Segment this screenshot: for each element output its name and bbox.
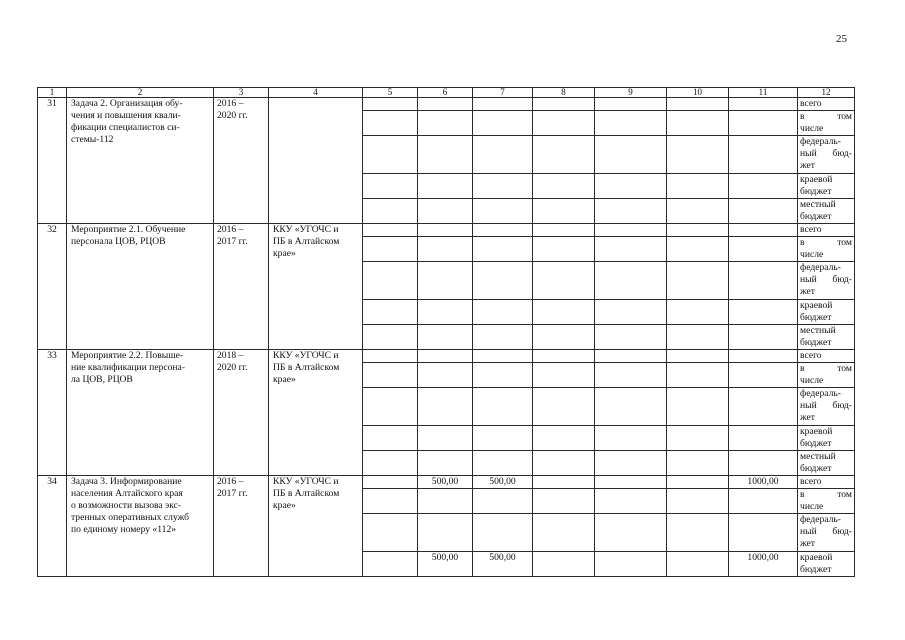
source-in: в (800, 363, 805, 374)
value-cell (533, 111, 595, 136)
value-cell (533, 199, 595, 224)
value-cell (533, 136, 595, 174)
value-cell (533, 426, 595, 451)
value-cell (418, 514, 473, 552)
name-line: тренных оперативных служб (71, 512, 190, 523)
name-line: ние квалификации персона- (71, 362, 186, 373)
value-cell (729, 136, 798, 174)
value-cell (533, 237, 595, 262)
value-cell: 1000,00 (729, 552, 798, 577)
value-cell (595, 350, 667, 363)
funding-source (798, 237, 855, 262)
value-cell (533, 363, 595, 388)
value-cell (667, 98, 729, 111)
value-cell (363, 451, 418, 476)
value-cell (533, 476, 595, 489)
value-cell (595, 514, 667, 552)
source-in: в (800, 237, 805, 248)
value-cell (533, 514, 595, 552)
budget-table (37, 87, 855, 577)
source-number: числе (800, 375, 824, 386)
value-cell (473, 451, 533, 476)
value-cell (595, 451, 667, 476)
source-federal-2a: ный (800, 148, 817, 159)
col-header: 3 (214, 88, 269, 98)
funding-source (798, 111, 855, 136)
value-cell (363, 476, 418, 489)
source-in: в (800, 489, 805, 500)
name-line: персонала ЦОВ, РЦОВ (71, 236, 166, 247)
col-header: 4 (269, 88, 363, 98)
value-cell (595, 111, 667, 136)
source-federal-3: жет (800, 412, 815, 423)
col-header: 7 (473, 88, 533, 98)
source-number: числе (800, 249, 824, 260)
funding-source (798, 350, 855, 363)
value-cell (667, 111, 729, 136)
value-cell (667, 363, 729, 388)
value-cell (363, 514, 418, 552)
source-including: том (837, 111, 852, 122)
name-line: ла ЦОВ, РЦОВ (71, 374, 133, 385)
executor-line: ККУ «УГОЧС и (273, 224, 339, 235)
source-federal-1: федераль- (800, 136, 841, 147)
table-row (38, 350, 855, 363)
funding-source (798, 388, 855, 426)
value-cell (729, 451, 798, 476)
period-line: 2016 – (217, 98, 244, 109)
measure-name (67, 98, 214, 224)
value-cell (729, 363, 798, 388)
source-total: всего (800, 224, 822, 235)
col-header: 6 (418, 88, 473, 98)
value-cell (667, 552, 729, 577)
value-cell (473, 262, 533, 300)
source-including: том (837, 363, 852, 374)
column-numbers-row (38, 88, 855, 98)
table-row (38, 98, 855, 111)
source-federal-1: федераль- (800, 262, 841, 273)
source-number: числе (800, 123, 824, 134)
value-cell (533, 489, 595, 514)
value-cell (418, 300, 473, 325)
value-cell (667, 174, 729, 199)
source-federal-2a: ный (800, 274, 817, 285)
value-cell (729, 262, 798, 300)
value-cell (533, 98, 595, 111)
value-cell (363, 388, 418, 426)
value-cell (729, 388, 798, 426)
value-cell (473, 111, 533, 136)
executor-line: крае» (273, 500, 296, 511)
value-cell (667, 489, 729, 514)
funding-source (798, 325, 855, 350)
value-cell (473, 224, 533, 237)
value-cell (533, 224, 595, 237)
value-cell (473, 350, 533, 363)
value-cell (473, 363, 533, 388)
executor-line: ПБ в Алтайском (273, 362, 340, 373)
value-cell (363, 224, 418, 237)
value-cell (363, 262, 418, 300)
value-cell (595, 224, 667, 237)
row-number: 31 (38, 98, 67, 224)
executor-line: крае» (273, 374, 296, 385)
col-header: 11 (729, 88, 798, 98)
name-line: стемы-112 (71, 134, 114, 145)
value-cell (729, 199, 798, 224)
value-cell (729, 426, 798, 451)
source-regional-1: краевой (800, 426, 833, 437)
value-cell (473, 237, 533, 262)
source-local-1: местный (800, 325, 836, 336)
value-cell (363, 489, 418, 514)
period-line: 2020 гг. (217, 110, 248, 121)
source-local-1: местный (800, 199, 836, 210)
source-local-2: бюджет (800, 463, 832, 474)
funding-source (798, 489, 855, 514)
value-cell (418, 262, 473, 300)
value-cell (729, 489, 798, 514)
value-cell (418, 489, 473, 514)
value-cell (533, 262, 595, 300)
value-cell: 500,00 (473, 476, 533, 489)
value-cell (363, 111, 418, 136)
value-cell (667, 199, 729, 224)
value-cell (595, 262, 667, 300)
value-cell (533, 388, 595, 426)
executor-line: ККУ «УГОЧС и (273, 476, 339, 487)
value-cell (418, 363, 473, 388)
name-line: о возможности вызова экс- (71, 500, 182, 511)
executor (269, 476, 363, 577)
value-cell (473, 388, 533, 426)
value-cell (363, 426, 418, 451)
value-cell (363, 552, 418, 577)
value-cell (418, 136, 473, 174)
value-cell (473, 199, 533, 224)
funding-source (798, 136, 855, 174)
source-federal-2a: ный (800, 400, 817, 411)
funding-source (798, 363, 855, 388)
value-cell (729, 174, 798, 199)
name-line: чения и повышения квали- (71, 110, 181, 121)
value-cell (729, 514, 798, 552)
value-cell (363, 136, 418, 174)
row-number: 34 (38, 476, 67, 577)
funding-source (798, 426, 855, 451)
source-federal-1: федераль- (800, 514, 841, 525)
value-cell (667, 476, 729, 489)
source-local-1: местный (800, 451, 836, 462)
value-cell (418, 174, 473, 199)
value-cell (667, 136, 729, 174)
value-cell (729, 325, 798, 350)
source-federal-3: жет (800, 160, 815, 171)
value-cell (729, 98, 798, 111)
period-line: 2017 гг. (217, 236, 248, 247)
value-cell (363, 199, 418, 224)
row-number: 32 (38, 224, 67, 350)
measure-name (67, 476, 214, 577)
source-federal-3: жет (800, 538, 815, 549)
name-line: Мероприятие 2.1. Обучение (71, 224, 186, 235)
source-local-2: бюджет (800, 337, 832, 348)
value-cell (418, 224, 473, 237)
value-cell (595, 325, 667, 350)
value-cell (595, 174, 667, 199)
value-cell (363, 325, 418, 350)
value-cell (667, 262, 729, 300)
value-cell (473, 325, 533, 350)
measure-name (67, 224, 214, 350)
value-cell (533, 552, 595, 577)
source-federal-2b: бюд- (832, 274, 852, 285)
period-line: 2017 гг. (217, 488, 248, 499)
source-federal-3: жет (800, 286, 815, 297)
value-cell (667, 451, 729, 476)
source-total: всего (800, 98, 822, 109)
period-line: 2018 – (217, 350, 244, 361)
table-row (38, 224, 855, 237)
col-header: 8 (533, 88, 595, 98)
funding-source (798, 552, 855, 577)
source-including: том (837, 489, 852, 500)
value-cell (595, 363, 667, 388)
value-cell (533, 350, 595, 363)
value-cell (667, 300, 729, 325)
value-cell (418, 199, 473, 224)
source-including: том (837, 237, 852, 248)
funding-source (798, 98, 855, 111)
executor (269, 224, 363, 350)
source-federal-2b: бюд- (832, 400, 852, 411)
value-cell (667, 325, 729, 350)
value-cell (667, 224, 729, 237)
page-number: 25 (836, 33, 847, 45)
value-cell (729, 237, 798, 262)
source-regional-1: краевой (800, 174, 833, 185)
name-line: населения Алтайского края (71, 488, 183, 499)
row-number: 33 (38, 350, 67, 476)
value-cell (418, 98, 473, 111)
value-cell (667, 514, 729, 552)
funding-source (798, 300, 855, 325)
value-cell: 1000,00 (729, 476, 798, 489)
value-cell (418, 237, 473, 262)
value-cell (667, 388, 729, 426)
value-cell (595, 388, 667, 426)
executor (269, 350, 363, 476)
period (214, 350, 269, 476)
value-cell (595, 489, 667, 514)
value-cell (595, 98, 667, 111)
value-cell (595, 300, 667, 325)
period-line: 2016 – (217, 476, 244, 487)
value-cell (418, 111, 473, 136)
period (214, 476, 269, 577)
value-cell (363, 350, 418, 363)
source-total: всего (800, 350, 822, 361)
source-regional-1: краевой (800, 552, 833, 563)
value-cell (418, 325, 473, 350)
name-line: по единому номеру «112» (71, 524, 177, 535)
source-federal-2b: бюд- (832, 526, 852, 537)
value-cell: 500,00 (418, 552, 473, 577)
col-header: 2 (67, 88, 214, 98)
value-cell (473, 136, 533, 174)
value-cell (667, 350, 729, 363)
source-in: в (800, 111, 805, 122)
value-cell (418, 350, 473, 363)
source-federal-2a: ный (800, 526, 817, 537)
value-cell (363, 300, 418, 325)
value-cell (667, 237, 729, 262)
executor-line: ККУ «УГОЧС и (273, 350, 339, 361)
executor-line: ПБ в Алтайском (273, 488, 340, 499)
name-line: Задача 2. Организация обу- (71, 98, 183, 109)
value-cell (418, 426, 473, 451)
value-cell (533, 451, 595, 476)
value-cell (533, 325, 595, 350)
value-cell (473, 426, 533, 451)
col-header: 9 (595, 88, 667, 98)
value-cell (473, 98, 533, 111)
source-federal-2b: бюд- (832, 148, 852, 159)
value-cell (595, 237, 667, 262)
name-line: Задача 3. Информирование (71, 476, 182, 487)
funding-source (798, 224, 855, 237)
value-cell (473, 174, 533, 199)
value-cell (533, 174, 595, 199)
value-cell (595, 136, 667, 174)
value-cell (363, 237, 418, 262)
value-cell: 500,00 (473, 552, 533, 577)
executor (269, 98, 363, 224)
funding-source (798, 476, 855, 489)
value-cell (473, 514, 533, 552)
value-cell (363, 363, 418, 388)
period (214, 98, 269, 224)
value-cell (729, 111, 798, 136)
measure-name (67, 350, 214, 476)
value-cell (729, 300, 798, 325)
value-cell (595, 552, 667, 577)
value-cell (595, 476, 667, 489)
value-cell (418, 451, 473, 476)
source-local-2: бюджет (800, 211, 832, 222)
source-total: всего (800, 476, 822, 487)
value-cell (595, 199, 667, 224)
value-cell: 500,00 (418, 476, 473, 489)
name-line: фикации специалистов си- (71, 122, 180, 133)
source-regional-2: бюджет (800, 186, 832, 197)
col-header: 1 (38, 88, 67, 98)
period (214, 224, 269, 350)
source-number: числе (800, 501, 824, 512)
executor-line: крае» (273, 248, 296, 259)
funding-source (798, 514, 855, 552)
executor-line: ПБ в Алтайском (273, 236, 340, 247)
name-line: Мероприятие 2.2. Повыше- (71, 350, 184, 361)
value-cell (473, 300, 533, 325)
table-row (38, 476, 855, 489)
value-cell (595, 426, 667, 451)
value-cell (363, 174, 418, 199)
value-cell (667, 426, 729, 451)
funding-source (798, 451, 855, 476)
source-regional-2: бюджет (800, 564, 832, 575)
source-regional-2: бюджет (800, 438, 832, 449)
col-header: 10 (667, 88, 729, 98)
source-federal-1: федераль- (800, 388, 841, 399)
source-regional-2: бюджет (800, 312, 832, 323)
source-regional-1: краевой (800, 300, 833, 311)
value-cell (473, 489, 533, 514)
value-cell (729, 350, 798, 363)
col-header: 12 (798, 88, 855, 98)
period-line: 2016 – (217, 224, 244, 235)
funding-source (798, 174, 855, 199)
value-cell (533, 300, 595, 325)
period-line: 2020 гг. (217, 362, 248, 373)
value-cell (729, 224, 798, 237)
funding-source (798, 262, 855, 300)
value-cell (363, 98, 418, 111)
funding-source (798, 199, 855, 224)
value-cell (418, 388, 473, 426)
col-header: 5 (363, 88, 418, 98)
